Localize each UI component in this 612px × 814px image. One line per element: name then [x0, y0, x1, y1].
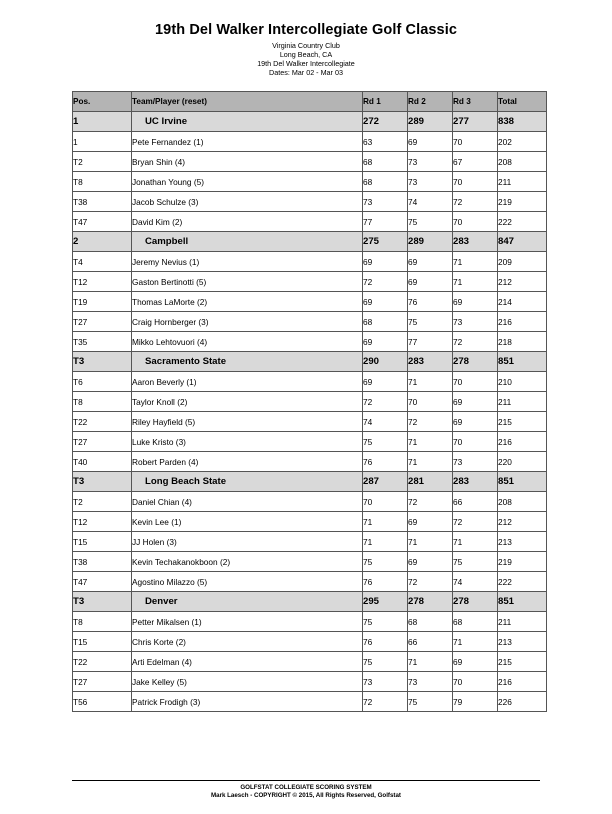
cell-round3: 70	[453, 672, 498, 692]
cell-player-name: David Kim (2)	[132, 212, 363, 232]
player-row	[73, 252, 547, 272]
cell-round1: 77	[363, 212, 408, 232]
cell-team-name: Campbell	[132, 232, 363, 252]
cell-position: T40	[73, 452, 132, 472]
cell-round1: 71	[363, 532, 408, 552]
cell-position: T4	[73, 252, 132, 272]
cell-total: 851	[498, 592, 547, 612]
cell-total: 208	[498, 492, 547, 512]
cell-total: 216	[498, 432, 547, 452]
cell-round3: 69	[453, 412, 498, 432]
cell-round1: 68	[363, 172, 408, 192]
cell-round3: 283	[453, 472, 498, 492]
cell-round3: 72	[453, 332, 498, 352]
footer-copyright: Mark Laesch - COPYRIGHT © 2015, All Rights Reserved, Golfstat	[210, 792, 401, 799]
cell-round3: 69	[453, 392, 498, 412]
cell-total: 838	[498, 112, 547, 132]
cell-position: T3	[73, 352, 132, 372]
cell-round1: 72	[363, 272, 408, 292]
cell-round2: 71	[408, 452, 453, 472]
cell-player-name: Kevin Techakanokboon (2)	[132, 552, 363, 572]
cell-total: 208	[498, 152, 547, 172]
player-row	[73, 512, 547, 532]
cell-position: T22	[73, 652, 132, 672]
cell-total: 211	[498, 392, 547, 412]
cell-round2: 71	[408, 652, 453, 672]
team-row	[73, 232, 547, 252]
cell-round3: 70	[453, 432, 498, 452]
cell-round3: 69	[453, 292, 498, 312]
cell-total: 215	[498, 412, 547, 432]
cell-round2: 74	[408, 192, 453, 212]
cell-player-name: Jonathan Young (5)	[132, 172, 363, 192]
cell-round2: 71	[408, 372, 453, 392]
cell-player-name: Agostino Milazzo (5)	[132, 572, 363, 592]
cell-round1: 68	[363, 152, 408, 172]
cell-total: 219	[498, 552, 547, 572]
player-row	[73, 152, 547, 172]
cell-player-name: Arti Edelman (4)	[132, 652, 363, 672]
cell-round1: 275	[363, 232, 408, 252]
cell-round1: 272	[363, 112, 408, 132]
cell-round3: 283	[453, 232, 498, 252]
cell-total: 220	[498, 452, 547, 472]
player-row	[73, 572, 547, 592]
column-header-total: Total	[498, 92, 547, 112]
cell-round1: 69	[363, 292, 408, 312]
cell-player-name: Petter Mikalsen (1)	[132, 612, 363, 632]
cell-total: 209	[498, 252, 547, 272]
event-name: 19th Del Walker Intercollegiate	[257, 59, 355, 68]
cell-player-name: Thomas LaMorte (2)	[132, 292, 363, 312]
cell-round3: 74	[453, 572, 498, 592]
cell-round1: 72	[363, 692, 408, 712]
cell-player-name: Bryan Shin (4)	[132, 152, 363, 172]
column-header-round3: Rd 3	[453, 92, 498, 112]
cell-position: T8	[73, 392, 132, 412]
cell-round1: 76	[363, 632, 408, 652]
page-title: 19th Del Walker Intercollegiate Golf Classic	[154, 22, 458, 38]
cell-position: T22	[73, 412, 132, 432]
cell-round3: 70	[453, 372, 498, 392]
team-row	[73, 472, 547, 492]
player-row	[73, 312, 547, 332]
cell-total: 216	[498, 672, 547, 692]
cell-position: T12	[73, 272, 132, 292]
cell-round3: 72	[453, 192, 498, 212]
cell-team-name: Denver	[132, 592, 363, 612]
cell-player-name: Jacob Schulze (3)	[132, 192, 363, 212]
column-header-round1: Rd 1	[363, 92, 408, 112]
cell-player-name: Pete Fernandez (1)	[132, 132, 363, 152]
player-row	[73, 632, 547, 652]
player-row	[73, 492, 547, 512]
cell-position: T15	[73, 532, 132, 552]
cell-total: 847	[498, 232, 547, 252]
cell-total: 213	[498, 632, 547, 652]
cell-round3: 69	[453, 652, 498, 672]
cell-total: 218	[498, 332, 547, 352]
cell-round2: 69	[408, 132, 453, 152]
venue-name: Virginia Country Club	[272, 41, 340, 50]
cell-round1: 69	[363, 252, 408, 272]
cell-round1: 69	[363, 372, 408, 392]
cell-position: 1	[73, 112, 132, 132]
cell-player-name: Jeremy Nevius (1)	[132, 252, 363, 272]
player-row	[73, 652, 547, 672]
cell-round2: 70	[408, 392, 453, 412]
cell-round2: 69	[408, 272, 453, 292]
cell-position: T2	[73, 152, 132, 172]
cell-position: T19	[73, 292, 132, 312]
table-header-row	[73, 92, 547, 112]
cell-round3: 68	[453, 612, 498, 632]
cell-position: T35	[73, 332, 132, 352]
cell-position: 2	[73, 232, 132, 252]
footer-divider	[72, 780, 540, 781]
player-row	[73, 432, 547, 452]
table-header	[73, 92, 547, 112]
cell-position: T27	[73, 672, 132, 692]
cell-position: T47	[73, 212, 132, 232]
page-footer	[72, 780, 540, 800]
cell-player-name: Riley Hayfield (5)	[132, 412, 363, 432]
results-table	[72, 91, 547, 712]
venue-location: Long Beach, CA	[279, 50, 333, 59]
cell-round1: 70	[363, 492, 408, 512]
player-row	[73, 452, 547, 472]
cell-round3: 73	[453, 452, 498, 472]
player-row	[73, 552, 547, 572]
cell-round1: 73	[363, 192, 408, 212]
cell-round1: 75	[363, 652, 408, 672]
player-row	[73, 692, 547, 712]
column-header-name: Team/Player (reset)	[132, 92, 363, 112]
cell-round1: 290	[363, 352, 408, 372]
cell-round1: 69	[363, 332, 408, 352]
cell-round1: 74	[363, 412, 408, 432]
table-body	[73, 112, 547, 712]
event-dates: Dates: Mar 02 - Mar 03	[269, 68, 343, 77]
cell-round2: 69	[408, 252, 453, 272]
cell-round1: 63	[363, 132, 408, 152]
cell-round3: 277	[453, 112, 498, 132]
cell-total: 214	[498, 292, 547, 312]
event-subtitle	[72, 41, 540, 77]
cell-position: T47	[73, 572, 132, 592]
cell-round2: 68	[408, 612, 453, 632]
cell-total: 216	[498, 312, 547, 332]
cell-total: 212	[498, 512, 547, 532]
cell-round2: 69	[408, 552, 453, 572]
cell-total: 212	[498, 272, 547, 292]
cell-team-name: Sacramento State	[132, 352, 363, 372]
cell-position: T6	[73, 372, 132, 392]
cell-round3: 71	[453, 252, 498, 272]
cell-total: 222	[498, 212, 547, 232]
cell-player-name: Taylor Knoll (2)	[132, 392, 363, 412]
cell-round3: 79	[453, 692, 498, 712]
cell-round1: 75	[363, 612, 408, 632]
footer-system-name: GOLFSTAT COLLEGIATE SCORING SYSTEM	[240, 784, 372, 791]
player-row	[73, 292, 547, 312]
cell-round2: 76	[408, 292, 453, 312]
cell-total: 219	[498, 192, 547, 212]
cell-round2: 75	[408, 212, 453, 232]
cell-round1: 75	[363, 552, 408, 572]
cell-position: T38	[73, 552, 132, 572]
cell-round2: 283	[408, 352, 453, 372]
team-row	[73, 352, 547, 372]
player-row	[73, 392, 547, 412]
player-row	[73, 192, 547, 212]
cell-position: T8	[73, 612, 132, 632]
cell-round2: 278	[408, 592, 453, 612]
player-row	[73, 132, 547, 152]
cell-player-name: Gaston Bertinotti (5)	[132, 272, 363, 292]
cell-player-name: Patrick Frodigh (3)	[132, 692, 363, 712]
cell-position: T8	[73, 172, 132, 192]
cell-round1: 295	[363, 592, 408, 612]
player-row	[73, 412, 547, 432]
cell-round2: 75	[408, 312, 453, 332]
column-header-round2: Rd 2	[408, 92, 453, 112]
player-row	[73, 372, 547, 392]
cell-total: 851	[498, 472, 547, 492]
column-header-pos: Pos.	[73, 92, 132, 112]
cell-total: 226	[498, 692, 547, 712]
cell-round3: 70	[453, 132, 498, 152]
cell-round1: 76	[363, 572, 408, 592]
cell-round3: 70	[453, 172, 498, 192]
cell-round3: 70	[453, 212, 498, 232]
cell-round2: 75	[408, 692, 453, 712]
cell-total: 213	[498, 532, 547, 552]
cell-round1: 68	[363, 312, 408, 332]
cell-round2: 72	[408, 492, 453, 512]
cell-player-name: Jake Kelley (5)	[132, 672, 363, 692]
cell-round2: 77	[408, 332, 453, 352]
cell-round2: 72	[408, 572, 453, 592]
cell-round2: 289	[408, 112, 453, 132]
cell-position: T27	[73, 432, 132, 452]
cell-round2: 73	[408, 672, 453, 692]
cell-position: T38	[73, 192, 132, 212]
cell-round3: 75	[453, 552, 498, 572]
cell-position: T15	[73, 632, 132, 652]
cell-round1: 287	[363, 472, 408, 492]
cell-round3: 71	[453, 632, 498, 652]
cell-total: 215	[498, 652, 547, 672]
cell-round1: 76	[363, 452, 408, 472]
cell-player-name: Aaron Beverly (1)	[132, 372, 363, 392]
cell-position: T12	[73, 512, 132, 532]
cell-total: 211	[498, 172, 547, 192]
player-row	[73, 532, 547, 552]
player-row	[73, 272, 547, 292]
cell-player-name: Luke Kristo (3)	[132, 432, 363, 452]
cell-round2: 73	[408, 152, 453, 172]
cell-position: T3	[73, 592, 132, 612]
player-row	[73, 672, 547, 692]
cell-round2: 66	[408, 632, 453, 652]
cell-player-name: Kevin Lee (1)	[132, 512, 363, 532]
cell-round1: 73	[363, 672, 408, 692]
cell-total: 851	[498, 352, 547, 372]
cell-player-name: Robert Parden (4)	[132, 452, 363, 472]
player-row	[73, 172, 547, 192]
cell-round2: 69	[408, 512, 453, 532]
cell-round3: 71	[453, 532, 498, 552]
cell-player-name: Chris Korte (2)	[132, 632, 363, 652]
cell-round2: 289	[408, 232, 453, 252]
cell-round2: 72	[408, 412, 453, 432]
cell-team-name: UC Irvine	[132, 112, 363, 132]
cell-position: 1	[73, 132, 132, 152]
cell-round2: 71	[408, 532, 453, 552]
cell-player-name: Mikko Lehtovuori (4)	[132, 332, 363, 352]
cell-position: T27	[73, 312, 132, 332]
cell-round3: 278	[453, 592, 498, 612]
cell-team-name: Long Beach State	[132, 472, 363, 492]
cell-round3: 66	[453, 492, 498, 512]
team-row	[73, 112, 547, 132]
cell-player-name: Craig Hornberger (3)	[132, 312, 363, 332]
cell-position: T3	[73, 472, 132, 492]
cell-round3: 72	[453, 512, 498, 532]
cell-total: 211	[498, 612, 547, 632]
cell-round1: 72	[363, 392, 408, 412]
player-row	[73, 612, 547, 632]
player-row	[73, 332, 547, 352]
document-page	[0, 22, 612, 814]
cell-player-name: JJ Holen (3)	[132, 532, 363, 552]
cell-round1: 75	[363, 432, 408, 452]
cell-round3: 71	[453, 272, 498, 292]
player-row	[73, 212, 547, 232]
cell-position: T2	[73, 492, 132, 512]
cell-round2: 73	[408, 172, 453, 192]
cell-round3: 73	[453, 312, 498, 332]
cell-total: 222	[498, 572, 547, 592]
cell-round2: 71	[408, 432, 453, 452]
cell-round2: 281	[408, 472, 453, 492]
cell-round1: 71	[363, 512, 408, 532]
cell-round3: 278	[453, 352, 498, 372]
cell-total: 202	[498, 132, 547, 152]
cell-round3: 67	[453, 152, 498, 172]
team-row	[73, 592, 547, 612]
cell-player-name: Daniel Chian (4)	[132, 492, 363, 512]
cell-total: 210	[498, 372, 547, 392]
cell-position: T56	[73, 692, 132, 712]
